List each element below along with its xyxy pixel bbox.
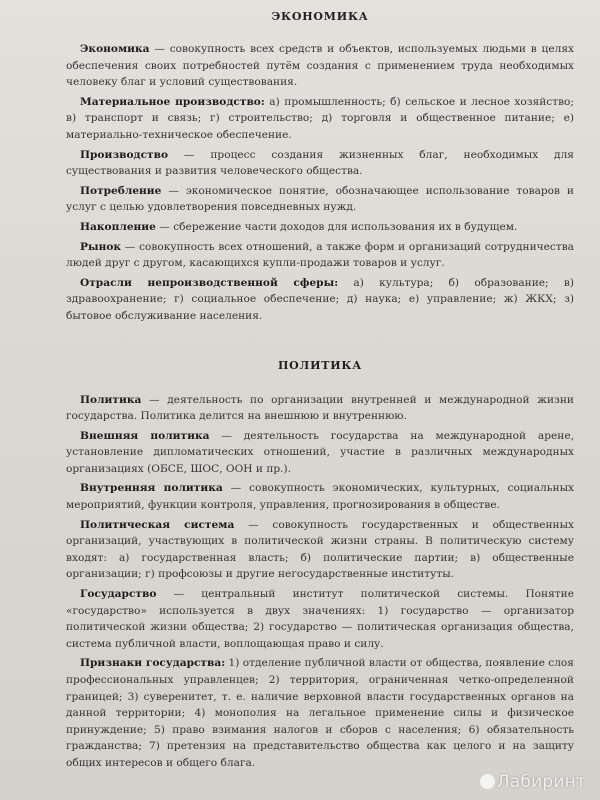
term: Внешняя политика [80, 429, 210, 442]
definition: — совокупность государственных и общественных организаций, участвующих в политической жизни страны. В политическую систему входят: а) государственная власть; б) политические партии; в) общественные организации; г) профсоюзы и другие негосударственные институты. [66, 518, 574, 581]
definition: а) промышленность; б) сельское и лесное хозяйство; в) транспорт и связь; г) строительство; д) торговля и общественное питание; е) материально-техническое обеспечение. [66, 95, 574, 141]
entry-domestic-policy [66, 480, 574, 513]
definition: — деятельность государства на международной арене, установление дипломатических отношений, участие в различных международных организациях (ОБСЕ, ШОС, ООН и пр.). [66, 429, 574, 475]
term: Признаки государства: [80, 657, 226, 670]
term: Политическая система [80, 518, 235, 531]
section-economics [66, 10, 574, 325]
entry-politics [66, 392, 574, 425]
term: Потребление [80, 184, 162, 197]
entry-economics [66, 41, 574, 91]
watermark-text: Лабиринт [496, 772, 586, 792]
definition: — совокупность всех отношений, а также форм и организаций сотрудничества людей друг с другом, касающихся купли-продажи товаров и услуг. [66, 240, 574, 270]
definition: — центральный институт политической системы. Понятие «государство» используется в двух значениях: 1) государство — организатор политической жизни общества; 2) государство — политическая организация общества, система публичной власти, воплощающая право и силу. [66, 588, 574, 650]
entry-consumption [66, 183, 574, 216]
term: Накопление [80, 220, 156, 233]
term: Государство [80, 588, 157, 601]
section-title-politics: ПОЛИТИКА [277, 358, 363, 372]
entry-state-features [66, 655, 574, 771]
definition: — сбережение части доходов для использования их в будущем. [155, 220, 518, 233]
entry-foreign-policy [66, 428, 574, 478]
entry-accumulation [66, 219, 574, 236]
term: Отрасли непроизводственной сферы: [80, 276, 339, 289]
definition: 1) отделение публичной власти от общества, появление слоя профессиональных управленцев; 2) территория, ограниченная четко-определенной границей; 3) суверенитет, т. е. наличие верховной власти государственных органов на данной территории; 4) монополия на легальное применение силы и физическое принуждение; 5) право взимания налогов и сборов с населения; 6) обязательность гражданства; 7) претензия на представительство общества как целого и на защиту общих интересов и общего блага. [66, 657, 574, 769]
page-content [66, 6, 574, 775]
section-title-economics: ЭКОНОМИКА [271, 10, 369, 23]
definition: — совокупность всех средств и объектов, используемых людьми в целях обеспечения своих потребностей путём создания с применением труда необходимых человеку благ и условий существования. [66, 43, 574, 89]
entry-non-production-sectors [66, 275, 574, 325]
definition: — экономическое понятие, обозначающее использование товаров и услуг с целью удовлетворения повседневных нужд. [66, 184, 574, 214]
watermark-logo-icon [480, 774, 495, 789]
definition: — процесс создания жизненных благ, необходимых для существования и развития человеческого общества. [66, 148, 574, 178]
term: Экономика [80, 43, 150, 55]
entry-material-production [66, 94, 574, 144]
entry-production [66, 147, 574, 180]
term: Производство [80, 148, 169, 161]
definition: а) культура; б) образование; в) здравоохранение; г) социальное обеспечение; д) наука; е) управление; ж) ЖКХ; з) бытовое обслуживание населения. [66, 276, 574, 322]
term: Внутренняя политика [80, 482, 223, 495]
term: Рынок [80, 240, 122, 253]
section-politics [66, 359, 574, 772]
entry-market [66, 239, 574, 272]
entry-state [66, 586, 574, 652]
term: Материальное производство: [80, 95, 265, 108]
watermark [480, 772, 586, 792]
entry-political-system [66, 517, 574, 583]
definition: — совокупность экономических, культурных, социальных мероприятий, функции контроля, управления, прогнозирования в обществе. [66, 482, 574, 512]
definition: — деятельность по организации внутренней и международной жизни государства. Политика делится на внешнюю и внутреннюю. [66, 393, 574, 423]
term: Политика [80, 393, 142, 406]
